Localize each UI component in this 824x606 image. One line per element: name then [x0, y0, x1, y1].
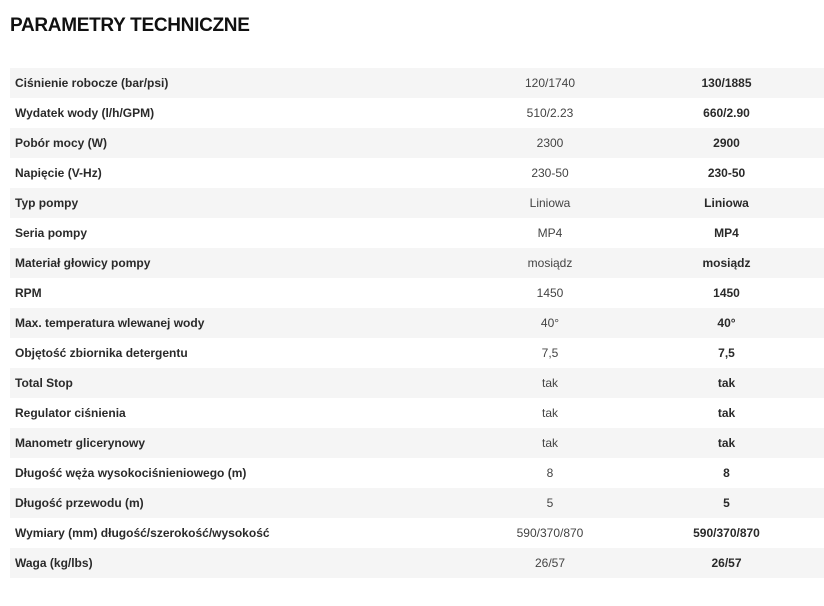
model-b-value: tak: [645, 398, 824, 428]
param-label: Długość przewodu (m): [10, 488, 455, 518]
model-a-value: mosiądz: [455, 248, 645, 278]
model-b-value: 7,5: [645, 338, 824, 368]
model-a-value: 26/57: [455, 548, 645, 578]
param-label: Seria pompy: [10, 218, 455, 248]
param-label: Materiał głowicy pompy: [10, 248, 455, 278]
model-a-value: tak: [455, 398, 645, 428]
param-label: Regulator ciśnienia: [10, 398, 455, 428]
table-row: [10, 308, 824, 338]
model-a-value: 40°: [455, 308, 645, 338]
model-b-value: tak: [645, 368, 824, 398]
table-row: [10, 98, 824, 128]
model-a-value: 590/370/870: [455, 518, 645, 548]
table-row: [10, 68, 824, 98]
table-row: [10, 398, 824, 428]
model-a-value: tak: [455, 368, 645, 398]
model-b-value: tak: [645, 428, 824, 458]
model-a-value: 7,5: [455, 338, 645, 368]
model-a-value: 510/2.23: [455, 98, 645, 128]
model-b-value: 590/370/870: [645, 518, 824, 548]
model-b-value: 660/2.90: [645, 98, 824, 128]
model-a-value: 2300: [455, 128, 645, 158]
model-a-value: 8: [455, 458, 645, 488]
model-b-value: Liniowa: [645, 188, 824, 218]
table-row: [10, 188, 824, 218]
table-row: [10, 458, 824, 488]
model-a-value: 5: [455, 488, 645, 518]
table-row: [10, 158, 824, 188]
param-label: Napięcie (V-Hz): [10, 158, 455, 188]
page-title: PARAMETRY TECHNICZNE: [10, 15, 250, 36]
model-b-value: 130/1885: [645, 68, 824, 98]
model-b-value: 5: [645, 488, 824, 518]
param-label: Waga (kg/lbs): [10, 548, 455, 578]
param-label: RPM: [10, 278, 455, 308]
table-row: [10, 218, 824, 248]
param-label: Objętość zbiornika detergentu: [10, 338, 455, 368]
param-label: Total Stop: [10, 368, 455, 398]
param-label: Długość węża wysokociśnieniowego (m): [10, 458, 455, 488]
model-b-value: 2900: [645, 128, 824, 158]
model-b-value: 40°: [645, 308, 824, 338]
model-a-value: MP4: [455, 218, 645, 248]
model-b-value: 230-50: [645, 158, 824, 188]
table-row: [10, 488, 824, 518]
table-row: [10, 278, 824, 308]
model-a-value: Liniowa: [455, 188, 645, 218]
model-b-value: 26/57: [645, 548, 824, 578]
model-a-value: tak: [455, 428, 645, 458]
table-row: [10, 128, 824, 158]
table-row: [10, 428, 824, 458]
param-label: Manometr glicerynowy: [10, 428, 455, 458]
model-b-value: 1450: [645, 278, 824, 308]
table-row: [10, 548, 824, 578]
model-a-value: 230-50: [455, 158, 645, 188]
table-row: [10, 368, 824, 398]
model-a-value: 120/1740: [455, 68, 645, 98]
table-row: [10, 338, 824, 368]
param-label: Wymiary (mm) długość/szerokość/wysokość: [10, 518, 455, 548]
param-label: Max. temperatura wlewanej wody: [10, 308, 455, 338]
table-row: [10, 518, 824, 548]
model-a-value: 1450: [455, 278, 645, 308]
model-b-value: MP4: [645, 218, 824, 248]
model-b-value: mosiądz: [645, 248, 824, 278]
param-label: Pobór mocy (W): [10, 128, 455, 158]
param-label: Typ pompy: [10, 188, 455, 218]
model-b-value: 8: [645, 458, 824, 488]
param-label: Wydatek wody (l/h/GPM): [10, 98, 455, 128]
specs-table-body: [10, 68, 824, 578]
param-label: Ciśnienie robocze (bar/psi): [10, 68, 455, 98]
specs-table: [10, 68, 824, 578]
table-row: [10, 248, 824, 278]
